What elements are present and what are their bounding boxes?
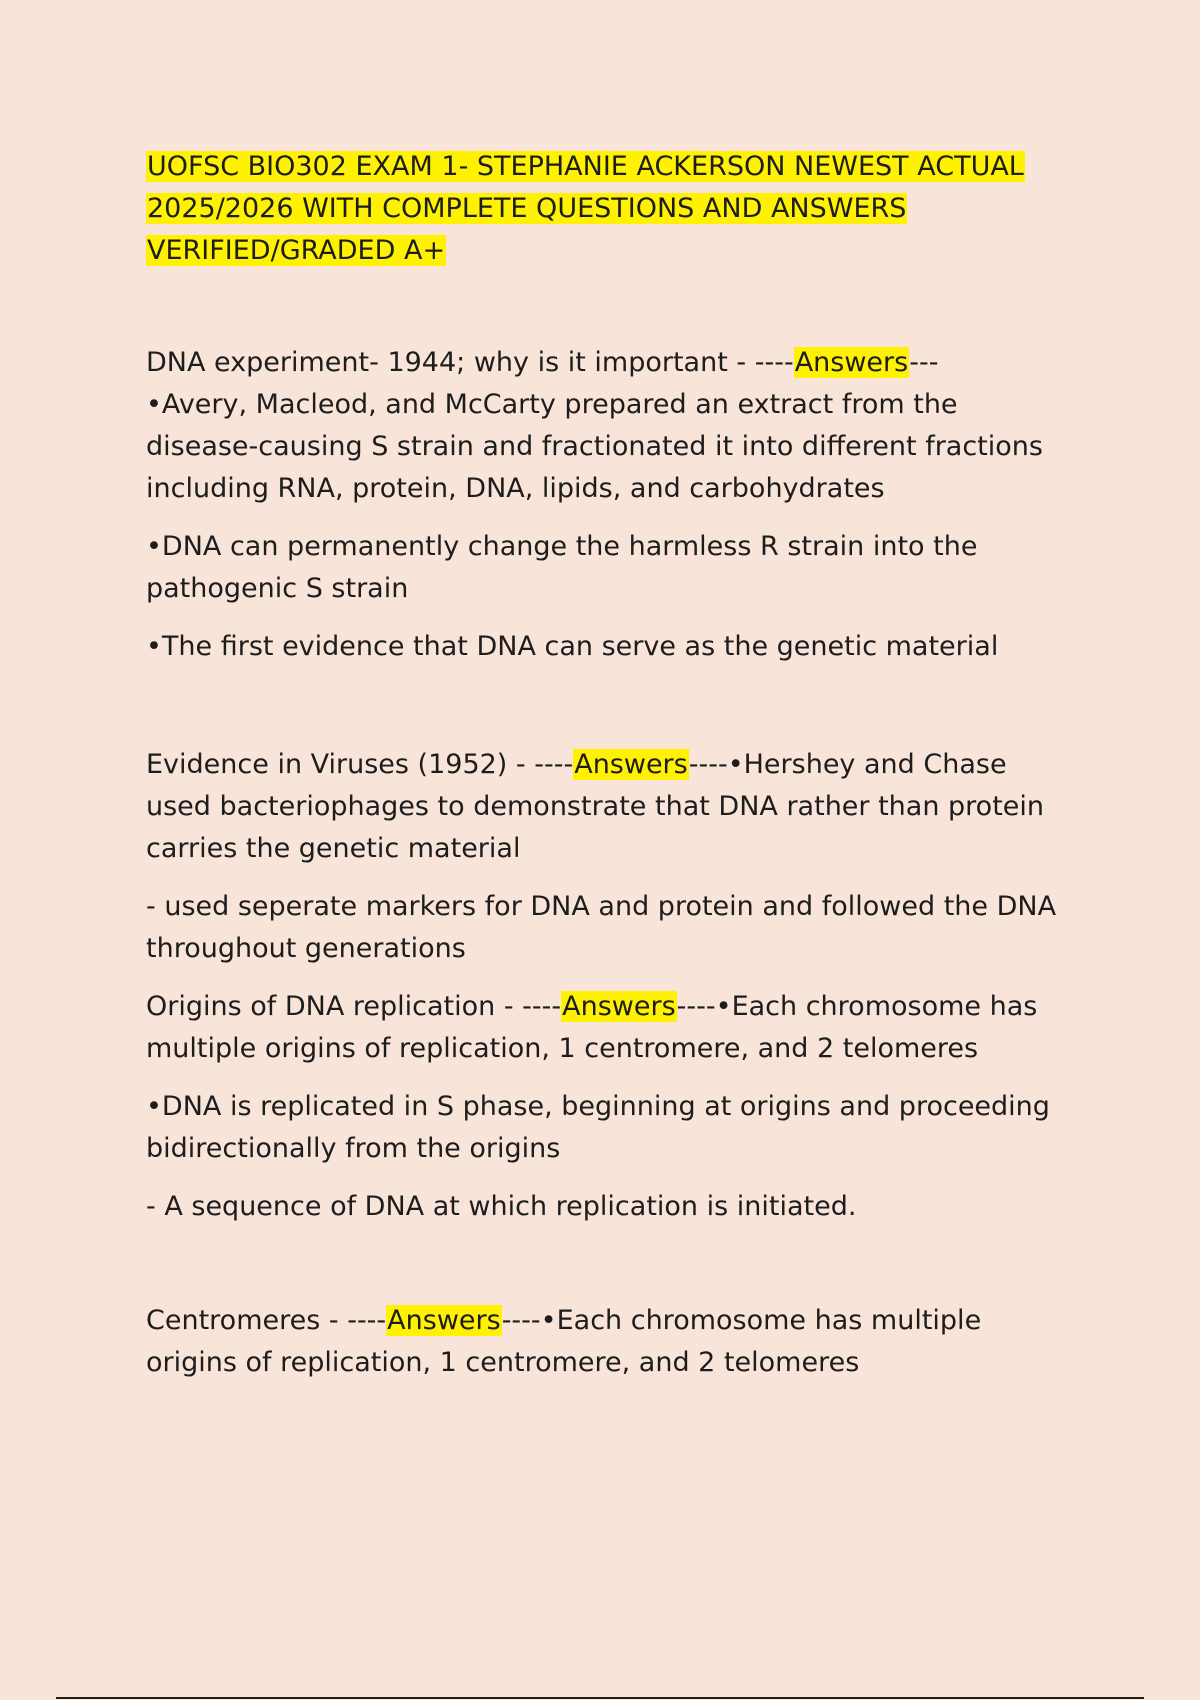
- answers-label: Answers: [387, 1305, 501, 1336]
- answer-text: ----•Hershey and Chase used bacteriophages to demonstrate that DNA rather than protein carries the genetic material: [146, 749, 1045, 864]
- answer-paragraph: •DNA can permanently change the harmless R strain into the pathogenic S strain: [146, 531, 978, 604]
- question-text: Centromeres - ----: [146, 1305, 387, 1336]
- title-highlight: UOFSC BIO302 EXAM 1- STEPHANIE ACKERSON NEWEST ACTUAL 2025/2026 WITH COMPLETE QUESTIONS AND ANSWERS VERIFIED/GRADED A+: [147, 151, 1024, 266]
- answer-paragraph: •The first evidence that DNA can serve as the genetic material: [146, 631, 999, 662]
- answer-paragraph: •DNA is replicated in S phase, beginning at origins and proceeding bidirectionally from the origins: [146, 1091, 1050, 1164]
- question-line: [146, 986, 1066, 1070]
- question-line: [146, 1300, 1066, 1384]
- answer-text: ---: [909, 347, 939, 378]
- answer-paragraph: - used seperate markers for DNA and protein and followed the DNA throughout generations: [146, 891, 1057, 964]
- answer-text: ----•Each chromosome has multiple origins of replication, 1 centromere, and 2 telomeres: [146, 991, 1038, 1064]
- qa-item-origins-of-replication: [146, 986, 1066, 1228]
- answer-paragraph: •Avery, Macleod, and McCarty prepared an extract from the disease-causing S strain and fractionated it into different fractions including RNA, protein, DNA, lipids, and carbohydrates: [146, 389, 1043, 504]
- document-page: [146, 146, 1066, 1400]
- answer-paragraph: - A sequence of DNA at which replication is initiated.: [146, 1191, 857, 1222]
- answers-label: Answers: [574, 749, 688, 780]
- footer-rule: [56, 1697, 1144, 1699]
- question-text: Evidence in Viruses (1952) - ----: [146, 749, 574, 780]
- question-line: [146, 744, 1066, 870]
- question-text: Origins of DNA replication - ----: [146, 991, 562, 1022]
- question-line: [146, 342, 1066, 510]
- qa-item-dna-experiment: [146, 342, 1066, 668]
- qa-item-centromeres: [146, 1300, 1066, 1384]
- qa-item-evidence-in-viruses: [146, 744, 1066, 970]
- answer-text: ----•Each chromosome has multiple origins of replication, 1 centromere, and 2 telomeres: [146, 1305, 982, 1378]
- answers-label: Answers: [562, 991, 676, 1022]
- document-title: [146, 146, 1066, 272]
- question-text: DNA experiment- 1944; why is it important - ----: [146, 347, 794, 378]
- answers-label: Answers: [794, 347, 909, 378]
